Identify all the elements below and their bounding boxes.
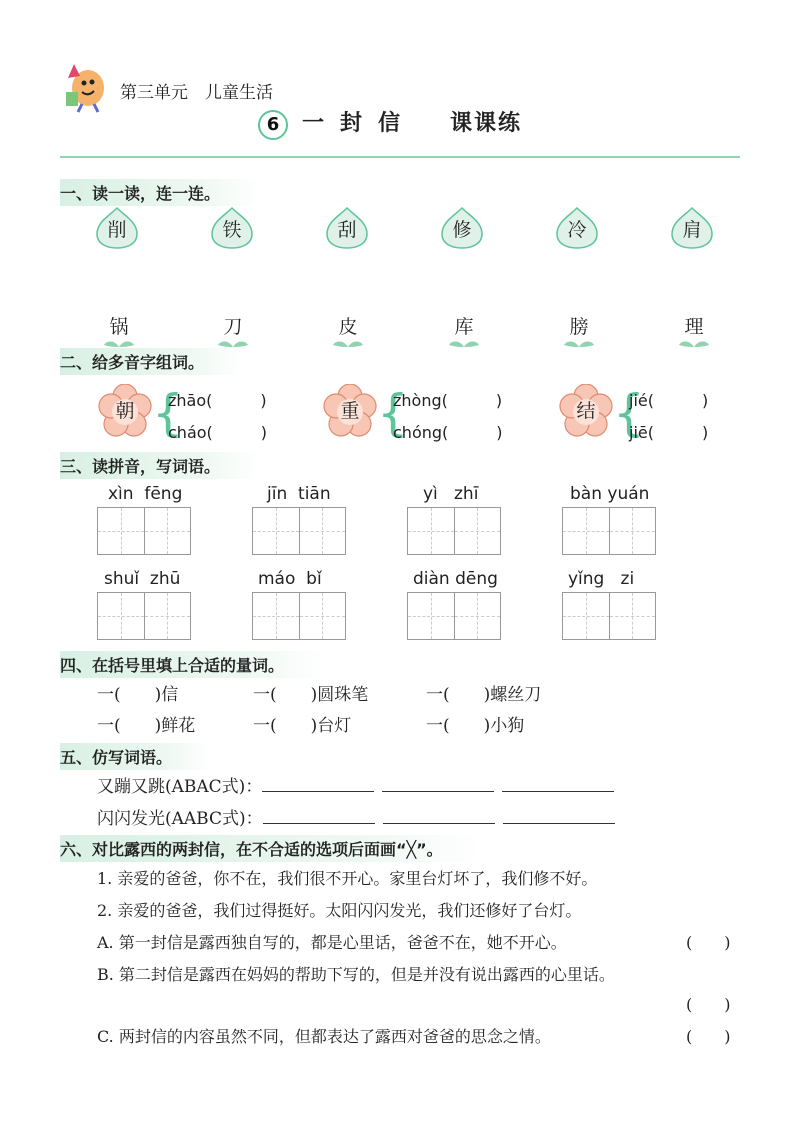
sprout-icon — [564, 339, 594, 349]
reading-1[interactable]: zhòng( ) — [393, 391, 503, 410]
writing-grid[interactable] — [252, 507, 346, 555]
lesson-number: 6 — [258, 110, 288, 140]
reading-2[interactable]: jiē( ) — [629, 423, 709, 442]
section-2-title: 二、给多音字组词。 — [60, 348, 244, 375]
reading-1[interactable]: jié( ) — [629, 391, 709, 410]
unit-label: 第三单元 儿童生活 — [120, 83, 273, 103]
pattern-label: 闪闪发光(AABC式)： — [97, 809, 263, 829]
reading-2[interactable]: cháo( ) — [168, 423, 268, 442]
sprout-icon — [333, 339, 363, 349]
flower-char — [559, 384, 613, 438]
writing-grid[interactable] — [407, 507, 501, 555]
bottom-char: 理 — [684, 316, 704, 338]
writing-grid[interactable] — [562, 507, 656, 555]
lesson-title — [258, 106, 522, 140]
answer-line[interactable] — [263, 805, 375, 824]
bottom-word[interactable] — [210, 312, 256, 349]
writing-grid[interactable] — [97, 592, 191, 640]
measure-word-item[interactable]: 一( )小狗 — [426, 716, 525, 736]
measure-word-item[interactable]: 一( )圆珠笔 — [253, 685, 369, 705]
brace: { — [613, 384, 645, 442]
leaf-card[interactable] — [325, 206, 369, 246]
flower-char — [323, 384, 377, 438]
reading-2[interactable]: chóng( ) — [393, 423, 503, 442]
pinyin: diàn dēng — [413, 569, 498, 589]
poly-char: 朝 — [115, 400, 135, 422]
answer-line[interactable] — [502, 773, 614, 792]
answer-paren-c[interactable]: ( ) — [686, 1027, 731, 1046]
leaf-char: 铁 — [222, 219, 242, 241]
measure-word-item[interactable]: 一( )信 — [97, 685, 179, 705]
leaf-card[interactable] — [210, 206, 254, 246]
section-5-title: 五、仿写词语。 — [60, 743, 212, 770]
pinyin: yǐng zi — [568, 569, 635, 589]
sprout-icon — [449, 339, 479, 349]
bottom-char: 膀 — [569, 316, 589, 338]
leaf-card[interactable] — [670, 206, 714, 246]
bottom-word[interactable] — [96, 312, 142, 349]
imitate-row-1 — [97, 772, 622, 797]
writing-grid[interactable] — [97, 507, 191, 555]
bottom-word[interactable] — [325, 312, 371, 349]
leaf-char: 修 — [452, 219, 472, 241]
bottom-char: 库 — [454, 316, 474, 338]
poly-char: 重 — [340, 400, 360, 422]
leaf-card[interactable] — [440, 206, 484, 246]
lesson-kind: 课课练 — [450, 110, 523, 136]
reading-1[interactable]: zhāo( ) — [168, 391, 267, 410]
bottom-char: 锅 — [109, 316, 129, 338]
mascot-logo — [58, 58, 110, 114]
brace: { — [152, 384, 184, 442]
letter-1: 1. 亲爱的爸爸，你不在，我们很不开心。家里台灯坏了，我们修不好。 — [97, 869, 598, 888]
pinyin: yì zhī — [423, 484, 479, 504]
bottom-word[interactable] — [556, 312, 602, 349]
pattern-label: 又蹦又跳(ABAC式)： — [97, 777, 263, 797]
answer-line[interactable] — [503, 805, 615, 824]
bottom-char: 刀 — [223, 316, 243, 338]
writing-grid[interactable] — [252, 592, 346, 640]
answer-line[interactable] — [383, 805, 495, 824]
bottom-word[interactable] — [671, 312, 717, 349]
sprout-icon — [679, 339, 709, 349]
section-3-title: 三、读拼音，写词语。 — [60, 452, 260, 479]
leaf-char: 冷 — [567, 219, 587, 241]
header-divider — [60, 156, 740, 158]
imitate-row-2 — [97, 804, 623, 829]
letter-2: 2. 亲爱的爸爸，我们过得挺好。太阳闪闪发光，我们还修好了台灯。 — [97, 901, 582, 920]
pinyin: jīn tiān — [267, 484, 331, 504]
measure-word-item[interactable]: 一( )螺丝刀 — [426, 685, 542, 705]
section-1-title: 一、读一读，连一连。 — [60, 179, 260, 206]
leaf-char: 肩 — [682, 219, 702, 241]
answer-line[interactable] — [382, 773, 494, 792]
writing-grid[interactable] — [562, 592, 656, 640]
option-b: B. 第二封信是露西在妈妈的帮助下写的，但是并没有说出露西的心里话。 — [97, 965, 615, 984]
option-c: C. 两封信的内容虽然不同，但都表达了露西对爸爸的思念之情。 — [97, 1027, 551, 1046]
pinyin: máo bǐ — [258, 569, 322, 589]
brace: { — [377, 384, 409, 442]
writing-grid[interactable] — [407, 592, 501, 640]
measure-word-item[interactable]: 一( )鲜花 — [97, 716, 196, 736]
section-4-title: 四、在括号里填上合适的量词。 — [60, 651, 324, 678]
measure-word-item[interactable]: 一( )台灯 — [253, 716, 352, 736]
leaf-char: 刮 — [337, 219, 357, 241]
bottom-word[interactable] — [441, 312, 487, 349]
bottom-char: 皮 — [338, 316, 358, 338]
leaf-card[interactable] — [95, 206, 139, 246]
pinyin: shuǐ zhū — [104, 569, 181, 589]
section-6-title: 六、对比露西的两封信，在不合适的选项后面画“╳”。 — [60, 835, 483, 862]
option-a: A. 第一封信是露西独自写的，都是心里话，爸爸不在，她不开心。 — [97, 933, 567, 952]
leaf-char: 削 — [107, 219, 127, 241]
answer-line[interactable] — [262, 773, 374, 792]
pinyin: xìn fēng — [108, 484, 183, 504]
pinyin: bàn yuán — [570, 484, 650, 504]
flower-char — [98, 384, 152, 438]
poly-char: 结 — [576, 400, 596, 422]
answer-paren-b[interactable]: ( ) — [686, 995, 731, 1014]
lesson-name: 一封信 — [302, 110, 417, 136]
answer-paren-a[interactable]: ( ) — [686, 933, 731, 952]
leaf-card[interactable] — [555, 206, 599, 246]
